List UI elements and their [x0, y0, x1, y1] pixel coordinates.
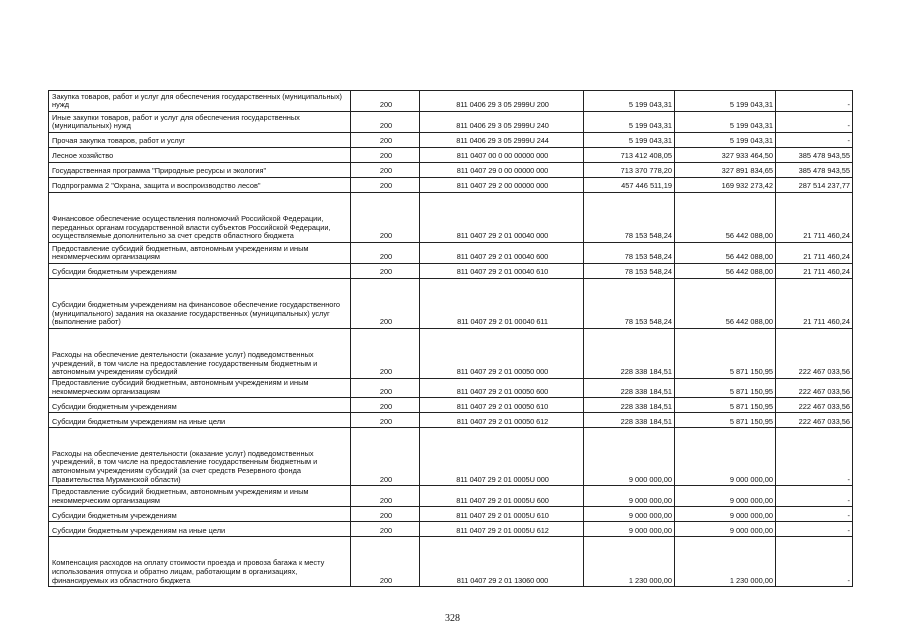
row-value-1: 457 446 511,19 [584, 178, 675, 193]
row-code: 200 [351, 178, 420, 193]
row-name: Компенсация расходов на оплату стоимости проезда и провоза багажа к месту использования отпуска и обратно лицам, работающим в организациях, финансируемых из областного бюджета [49, 537, 351, 587]
row-value-1: 78 153 548,24 [584, 243, 675, 264]
table-row [49, 112, 853, 133]
row-value-2: 1 230 000,00 [675, 537, 776, 587]
row-value-1: 713 370 778,20 [584, 163, 675, 178]
row-name: Закупка товаров, работ и услуг для обеспечения государственных (муниципальных) нужд [49, 91, 351, 112]
row-value-1: 5 199 043,31 [584, 133, 675, 148]
table-row [49, 91, 853, 112]
row-kbk: 811 0407 29 2 01 00050 610 [420, 398, 584, 413]
row-name: Предоставление субсидий бюджетным, автономным учреждениям и иным некоммерческим организациям [49, 379, 351, 398]
row-kbk: 811 0406 29 3 05 2999U 244 [420, 133, 584, 148]
row-value-3: 21 711 460,24 [776, 243, 853, 264]
row-value-3: 21 711 460,24 [776, 264, 853, 279]
row-value-2: 5 199 043,31 [675, 133, 776, 148]
row-value-3: - [776, 133, 853, 148]
row-kbk: 811 0407 29 2 01 00050 612 [420, 413, 584, 428]
row-kbk: 811 0406 29 3 05 2999U 200 [420, 91, 584, 112]
row-kbk: 811 0407 29 2 01 00040 611 [420, 279, 584, 329]
row-code: 200 [351, 413, 420, 428]
row-name: Лесное хозяйство [49, 148, 351, 163]
table-row [49, 428, 853, 486]
row-value-2: 327 891 834,65 [675, 163, 776, 178]
row-kbk: 811 0407 00 0 00 00000 000 [420, 148, 584, 163]
table-row [49, 413, 853, 428]
row-value-1: 9 000 000,00 [584, 507, 675, 522]
row-value-2: 56 442 088,00 [675, 279, 776, 329]
row-kbk: 811 0407 29 2 01 0005U 000 [420, 428, 584, 486]
table-row [49, 398, 853, 413]
row-name: Предоставление субсидий бюджетным, автономным учреждениям и иным некоммерческим организациям [49, 486, 351, 507]
row-value-3: - [776, 428, 853, 486]
row-code: 200 [351, 148, 420, 163]
row-value-3: 21 711 460,24 [776, 279, 853, 329]
row-value-2: 5 199 043,31 [675, 112, 776, 133]
row-value-1: 228 338 184,51 [584, 413, 675, 428]
row-value-2: 5 871 150,95 [675, 398, 776, 413]
row-value-2: 5 199 043,31 [675, 91, 776, 112]
row-code: 200 [351, 193, 420, 243]
row-name: Субсидии бюджетным учреждениям [49, 507, 351, 522]
row-name: Расходы на обеспечение деятельности (оказание услуг) подведомственных учреждений, в том числе на предоставление государственным бюджетным и автономным учреждениям субсидий [49, 329, 351, 379]
row-value-3: - [776, 486, 853, 507]
table-row [49, 379, 853, 398]
row-value-1: 9 000 000,00 [584, 428, 675, 486]
table-row [49, 486, 853, 507]
table-row [49, 507, 853, 522]
row-value-3: - [776, 537, 853, 587]
row-value-1: 9 000 000,00 [584, 522, 675, 537]
row-name: Субсидии бюджетным учреждениям [49, 398, 351, 413]
row-value-2: 9 000 000,00 [675, 486, 776, 507]
row-name: Субсидии бюджетным учреждениям на финансовое обеспечение государственного (муниципального) задания на оказание государственных (муниципальных) услуг (выполнение работ) [49, 279, 351, 329]
row-kbk: 811 0407 29 2 01 00040 610 [420, 264, 584, 279]
row-name: Субсидии бюджетным учреждениям на иные цели [49, 522, 351, 537]
row-value-3: 222 467 033,56 [776, 413, 853, 428]
row-kbk: 811 0407 29 2 01 0005U 612 [420, 522, 584, 537]
row-kbk: 811 0407 29 2 00 00000 000 [420, 178, 584, 193]
row-value-3: - [776, 91, 853, 112]
row-value-3: 222 467 033,56 [776, 379, 853, 398]
row-name: Субсидии бюджетным учреждениям на иные цели [49, 413, 351, 428]
table-row [49, 279, 853, 329]
row-kbk: 811 0407 29 2 01 00040 600 [420, 243, 584, 264]
row-value-2: 169 932 273,42 [675, 178, 776, 193]
row-value-2: 56 442 088,00 [675, 193, 776, 243]
row-code: 200 [351, 264, 420, 279]
row-value-1: 5 199 043,31 [584, 112, 675, 133]
table-row [49, 264, 853, 279]
row-value-1: 228 338 184,51 [584, 329, 675, 379]
row-code: 200 [351, 507, 420, 522]
row-code: 200 [351, 112, 420, 133]
row-code: 200 [351, 486, 420, 507]
row-kbk: 811 0407 29 2 01 0005U 600 [420, 486, 584, 507]
row-name: Предоставление субсидий бюджетным, автономным учреждениям и иным некоммерческим организациям [49, 243, 351, 264]
row-value-2: 56 442 088,00 [675, 264, 776, 279]
row-value-1: 5 199 043,31 [584, 91, 675, 112]
row-value-3: 222 467 033,56 [776, 329, 853, 379]
row-value-1: 228 338 184,51 [584, 379, 675, 398]
row-name: Государственная программа "Природные ресурсы и экология" [49, 163, 351, 178]
table-row [49, 329, 853, 379]
table-row [49, 522, 853, 537]
row-value-3: - [776, 507, 853, 522]
row-value-1: 228 338 184,51 [584, 398, 675, 413]
row-value-2: 9 000 000,00 [675, 522, 776, 537]
row-code: 200 [351, 133, 420, 148]
row-name: Расходы на обеспечение деятельности (оказание услуг) подведомственных учреждений, в том числе на предоставление государственным бюджетным и автономным учреждениям субсидий (за счет средств Резервного фонда Правительства Мурманской области) [49, 428, 351, 486]
table-row [49, 163, 853, 178]
row-value-3: 21 711 460,24 [776, 193, 853, 243]
row-name: Прочая закупка товаров, работ и услуг [49, 133, 351, 148]
row-kbk: 811 0407 29 2 01 0005U 610 [420, 507, 584, 522]
row-kbk: 811 0407 29 2 01 00050 000 [420, 329, 584, 379]
table-row [49, 133, 853, 148]
row-code: 200 [351, 522, 420, 537]
row-code: 200 [351, 428, 420, 486]
row-value-3: 385 478 943,55 [776, 163, 853, 178]
row-value-1: 78 153 548,24 [584, 193, 675, 243]
row-value-2: 327 933 464,50 [675, 148, 776, 163]
row-kbk: 811 0407 29 2 01 00040 000 [420, 193, 584, 243]
row-value-1: 9 000 000,00 [584, 486, 675, 507]
row-code: 200 [351, 537, 420, 587]
row-value-1: 1 230 000,00 [584, 537, 675, 587]
table-row [49, 243, 853, 264]
row-value-2: 9 000 000,00 [675, 428, 776, 486]
row-value-3: 287 514 237,77 [776, 178, 853, 193]
row-name: Субсидии бюджетным учреждениям [49, 264, 351, 279]
row-code: 200 [351, 329, 420, 379]
row-name: Иные закупки товаров, работ и услуг для обеспечения государственных (муниципальных) нужд [49, 112, 351, 133]
page-number: 328 [445, 613, 460, 624]
row-value-3: 385 478 943,55 [776, 148, 853, 163]
row-value-2: 5 871 150,95 [675, 379, 776, 398]
row-value-1: 78 153 548,24 [584, 279, 675, 329]
table-row [49, 193, 853, 243]
row-value-3: - [776, 112, 853, 133]
table-row [49, 537, 853, 587]
budget-table-body [49, 91, 853, 587]
row-value-3: 222 467 033,56 [776, 398, 853, 413]
row-code: 200 [351, 398, 420, 413]
row-value-2: 5 871 150,95 [675, 329, 776, 379]
row-value-3: - [776, 522, 853, 537]
row-code: 200 [351, 379, 420, 398]
table-row [49, 178, 853, 193]
row-value-2: 9 000 000,00 [675, 507, 776, 522]
row-code: 200 [351, 243, 420, 264]
row-value-2: 5 871 150,95 [675, 413, 776, 428]
row-kbk: 811 0407 29 2 01 13060 000 [420, 537, 584, 587]
table-row [49, 148, 853, 163]
row-code: 200 [351, 91, 420, 112]
row-code: 200 [351, 279, 420, 329]
row-value-1: 78 153 548,24 [584, 264, 675, 279]
row-value-2: 56 442 088,00 [675, 243, 776, 264]
row-code: 200 [351, 163, 420, 178]
row-value-1: 713 412 408,05 [584, 148, 675, 163]
budget-table [48, 90, 853, 587]
row-kbk: 811 0407 29 2 01 00050 600 [420, 379, 584, 398]
row-kbk: 811 0406 29 3 05 2999U 240 [420, 112, 584, 133]
row-name: Финансовое обеспечение осуществления полномочий Российской Федерации, переданных органам государственной власти субъектов Российской Федерации, осуществляемые дополнительно за счет средств областного бюджета [49, 193, 351, 243]
row-name: Подпрограмма 2 "Охрана, защита и воспроизводство лесов" [49, 178, 351, 193]
row-kbk: 811 0407 29 0 00 00000 000 [420, 163, 584, 178]
